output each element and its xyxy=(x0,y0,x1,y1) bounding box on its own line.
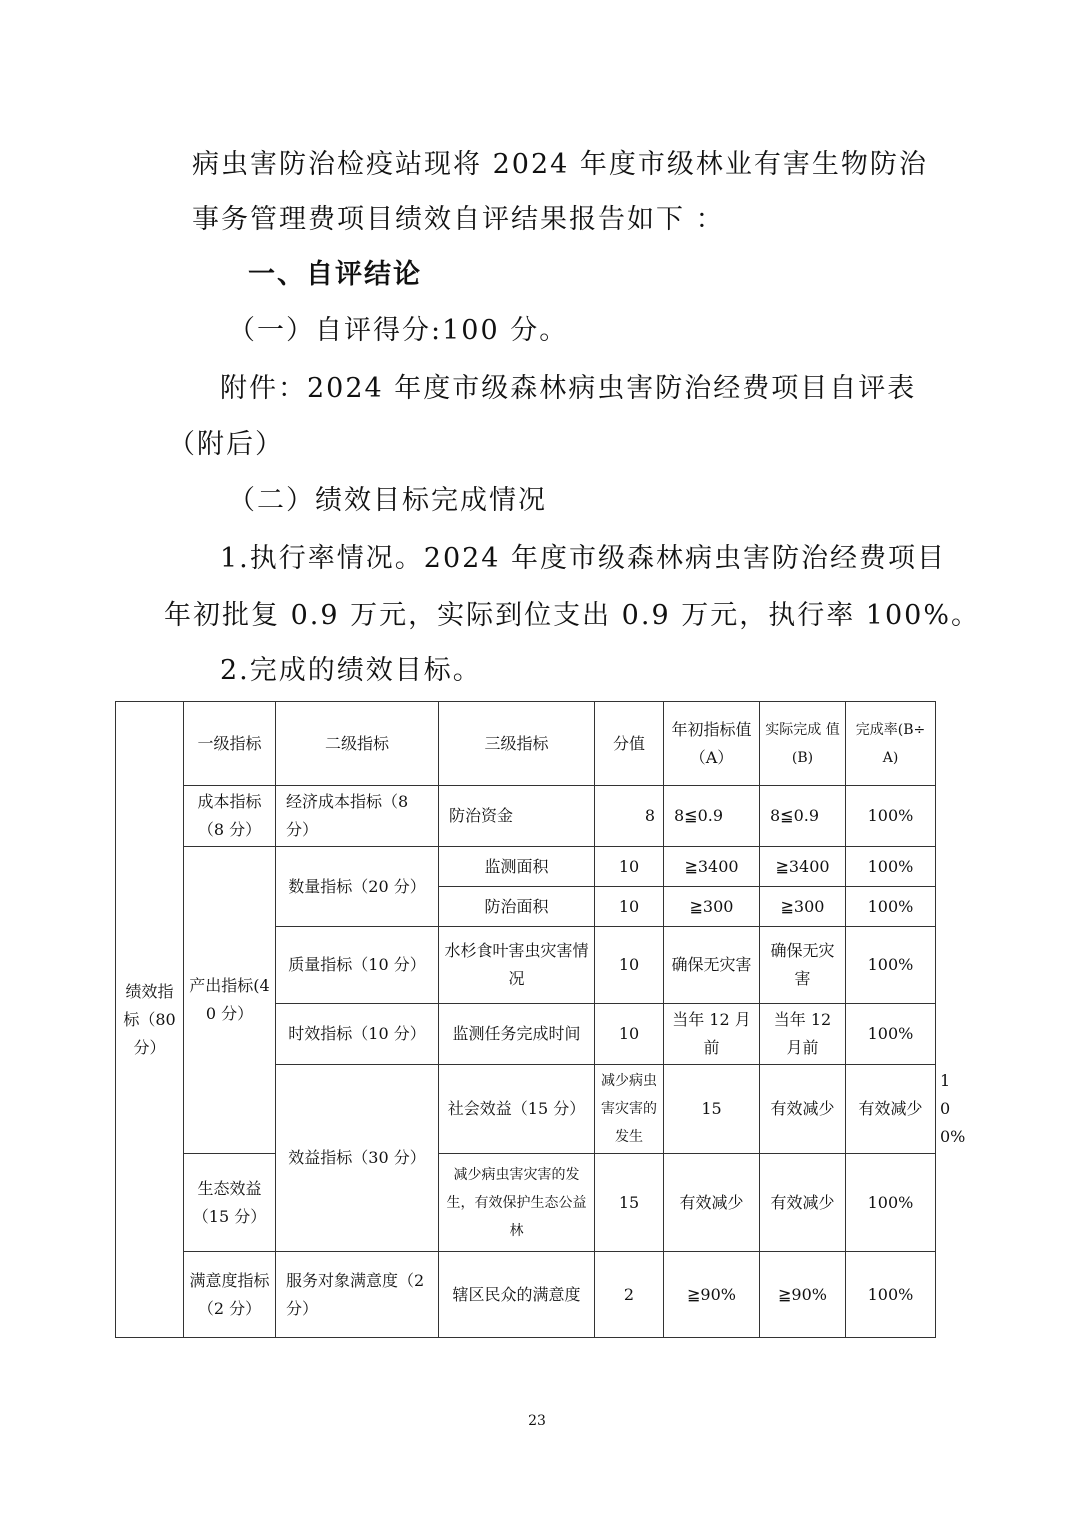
qty2-level3: 防治面积 xyxy=(439,887,595,927)
self-score: （一）自评得分:100 分。 xyxy=(228,315,569,346)
eco-level3: 减少病虫害灾害的发生，有效保护生态公益林 xyxy=(439,1154,595,1252)
time-score: 10 xyxy=(595,1004,664,1065)
quality-level2: 质量指标（10 分） xyxy=(276,927,439,1004)
qty2-rate: 100% xyxy=(846,887,936,927)
qty1-actual: ≧3400 xyxy=(760,847,846,887)
qty1-target: ≧3400 xyxy=(664,847,760,887)
quality-level3: 水杉食叶害虫灾害情况 xyxy=(439,927,595,1004)
benefit-level1: 效益指标（30 分） xyxy=(276,1065,439,1252)
satisfaction-level2: 服务对象满意度（2 分） xyxy=(276,1252,439,1338)
eco-score: 15 xyxy=(595,1154,664,1252)
satisfaction-rate: 100% xyxy=(846,1252,936,1338)
table-row xyxy=(116,1252,936,1338)
paragraph-intro-line1: 病虫害防治检疫站现将 2024 年度市级林业有害生物防治 xyxy=(192,149,928,180)
attachment-line1: 附件：2024 年度市级森林病虫害防治经费项目自评表 xyxy=(220,373,917,404)
cost-level2: 经济成本指标（8 分） xyxy=(276,786,439,847)
goals-heading: 2.完成的绩效目标。 xyxy=(220,655,482,686)
cost-level1: 成本指标（8 分） xyxy=(184,786,276,847)
cost-rate: 100% xyxy=(846,786,936,847)
table-row xyxy=(116,1154,936,1252)
satisfaction-target: ≧90% xyxy=(664,1252,760,1338)
satisfaction-actual: ≧90% xyxy=(760,1252,846,1338)
time-actual: 当年 12 月前 xyxy=(760,1004,846,1065)
subsection-heading: （二）绩效目标完成情况 xyxy=(228,485,547,516)
qty2-actual: ≧300 xyxy=(760,887,846,927)
cost-score: 8 xyxy=(595,786,664,847)
header-level2: 二级指标 xyxy=(276,702,439,786)
quality-target: 确保无灾害 xyxy=(664,927,760,1004)
performance-table xyxy=(115,701,966,1338)
qty2-target: ≧300 xyxy=(664,887,760,927)
time-level2: 时效指标（10 分） xyxy=(276,1004,439,1065)
satisfaction-level1: 满意度指标（2 分） xyxy=(184,1252,276,1338)
header-level3: 三级指标 xyxy=(439,702,595,786)
header-score: 分值 xyxy=(595,702,664,786)
side-label: 绩效指标（80分） xyxy=(116,702,184,1338)
header-level1: 一级指标 xyxy=(184,702,276,786)
social-level2: 社会效益（15 分） xyxy=(439,1065,595,1154)
eco-target: 有效减少 xyxy=(664,1154,760,1252)
execution-rate-line1: 1.执行率情况。2024 年度市级森林病虫害防治经费项目 xyxy=(220,543,947,574)
eco-level2: 生态效益（15 分） xyxy=(184,1154,276,1252)
social-score: 15 xyxy=(664,1065,760,1154)
header-rate: 完成率(B÷A) xyxy=(846,702,936,786)
eco-rate: 100% xyxy=(846,1154,936,1252)
quality-actual: 确保无灾害 xyxy=(760,927,846,1004)
cost-actual: 8≦0.9 xyxy=(760,786,846,847)
header-actual: 实际完成 值(B) xyxy=(760,702,846,786)
satisfaction-score: 2 xyxy=(595,1252,664,1338)
quantity-level2: 数量指标（20 分） xyxy=(276,847,439,927)
social-target: 有效减少 xyxy=(760,1065,846,1154)
header-target: 年初指标值（A） xyxy=(664,702,760,786)
table-row: 效益指标（30 分） 社会效益（15 分） 减少病虫害灾害的发生 15 有效减少 有效减少 100% xyxy=(116,1065,936,1154)
qty1-level3: 监测面积 xyxy=(439,847,595,887)
cost-level3: 防治资金 xyxy=(439,786,595,847)
time-target: 当年 12 月前 xyxy=(664,1004,760,1065)
output-level1: 产出指标(40 分） xyxy=(184,847,276,1154)
qty1-rate: 100% xyxy=(846,847,936,887)
section-heading: 一、自评结论 xyxy=(248,259,422,290)
qty1-score: 10 xyxy=(595,847,664,887)
cost-target: 8≦0.9 xyxy=(664,786,760,847)
execution-rate-line2: 年初批复 0.9 万元，实际到位支出 0.9 万元，执行率 100%。 xyxy=(164,600,980,631)
qty2-score: 10 xyxy=(595,887,664,927)
time-rate: 100% xyxy=(846,1004,936,1065)
satisfaction-level3: 辖区民众的满意度 xyxy=(439,1252,595,1338)
table-row xyxy=(116,847,936,887)
page-number: 23 xyxy=(528,1413,546,1429)
eco-actual: 有效减少 xyxy=(760,1154,846,1252)
social-level3: 减少病虫害灾害的发生 xyxy=(595,1065,664,1154)
table-row xyxy=(116,786,936,847)
quality-score: 10 xyxy=(595,927,664,1004)
attachment-line2: （附后） xyxy=(168,429,284,460)
social-actual: 有效减少 xyxy=(846,1065,936,1154)
quality-rate: 100% xyxy=(846,927,936,1004)
paragraph-intro-line2: 事务管理费项目绩效自评结果报告如下 ： xyxy=(192,204,725,235)
time-level3: 监测任务完成时间 xyxy=(439,1004,595,1065)
table-header-row xyxy=(116,702,936,786)
